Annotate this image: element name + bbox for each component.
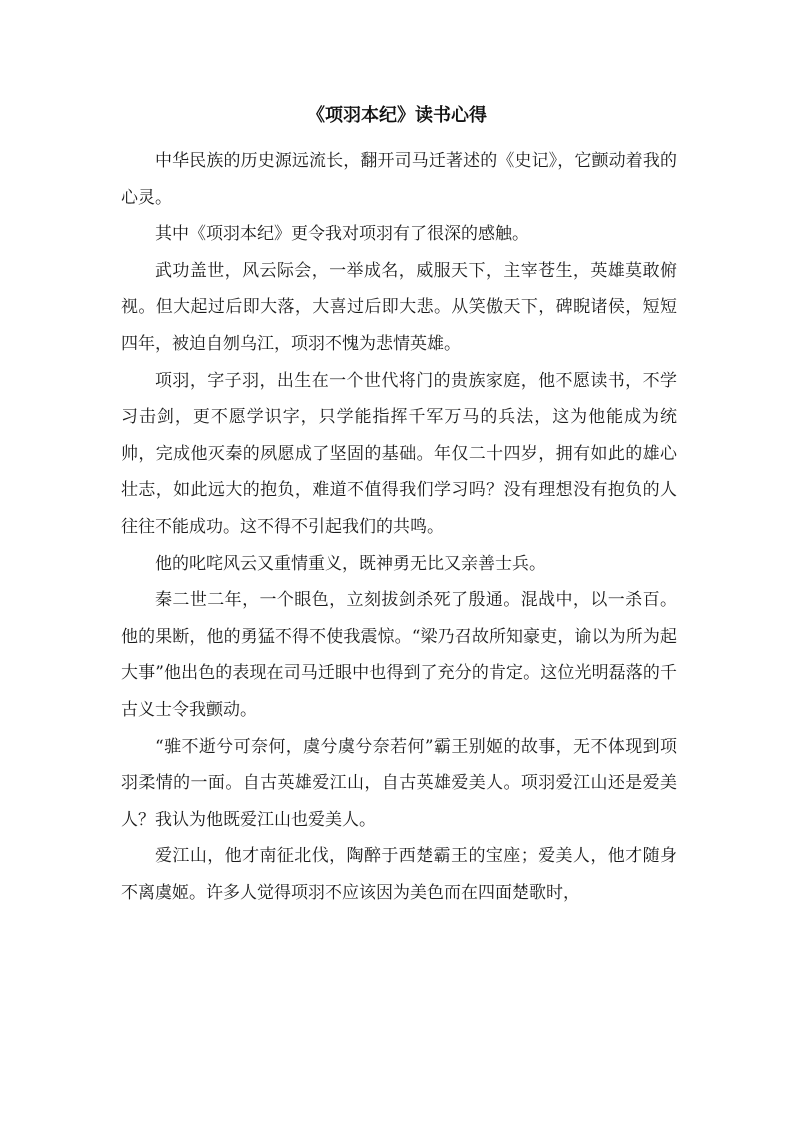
paragraph-4: 项羽，字子羽，出生在一个世代将门的贵族家庭，他不愿读书，不学习击剑，更不愿学识字，只学能指挥千军万马的兵法，这为他能成为统帅，完成他灭秦的夙愿成了坚固的基础。年仅二十四岁，拥有如此的雄心壮志，如此远大的抱负，难道不值得我们学习吗？没有理想没有抱负的人往往不能成功。这不得不引起我们的共鸣。 [121,370,677,537]
document-title: 《项羽本纪》读书心得 [307,105,487,126]
paragraph-3: 武功盖世，风云际会，一举成名，威服天下，主宰苍生，英雄莫敢俯视。但大起过后即大落，大喜过后即大悲。从笑傲天下，碑睨诸侯，短短四年，被迫自刎乌江，项羽不愧为悲情英雄。 [121,260,677,354]
paragraph-8: 爱江山，他才南征北伐，陶醉于西楚霸王的宝座；爱美人，他才随身不离虞姬。许多人觉得项羽不应该因为美色而在四面楚歌时， [121,846,677,903]
document-body [121,143,677,911]
paragraph-7: “骓不逝兮可奈何，虞兮虞兮奈若何”霸王别姬的故事，无不体现到项羽柔情的一面。自古英雄爱江山，自古英雄爱美人。项羽爱江山还是爱美人？我认为他既爱江山也爱美人。 [121,736,677,830]
paragraph-5: 他的叱咤风云又重情重义，既神勇无比又亲善士兵。 [155,553,546,574]
paragraph-6: 秦二世二年，一个眼色，立刻拔剑杀死了殷通。混战中，以一杀百。他的果断，他的勇猛不得不使我震惊。“梁乃召故所知豪吏，谕以为所为起大事”他出色的表现在司马迁眼中也得到了充分的肯定。这位光明磊落的千古义士令我颤动。 [121,590,677,720]
paragraph-2: 其中《项羽本纪》更令我对项羽有了很深的感触。 [155,224,529,245]
paragraph-1: 中华民族的历史源远流长，翻开司马迁著述的《史记》，它颤动着我的心灵。 [121,151,677,208]
